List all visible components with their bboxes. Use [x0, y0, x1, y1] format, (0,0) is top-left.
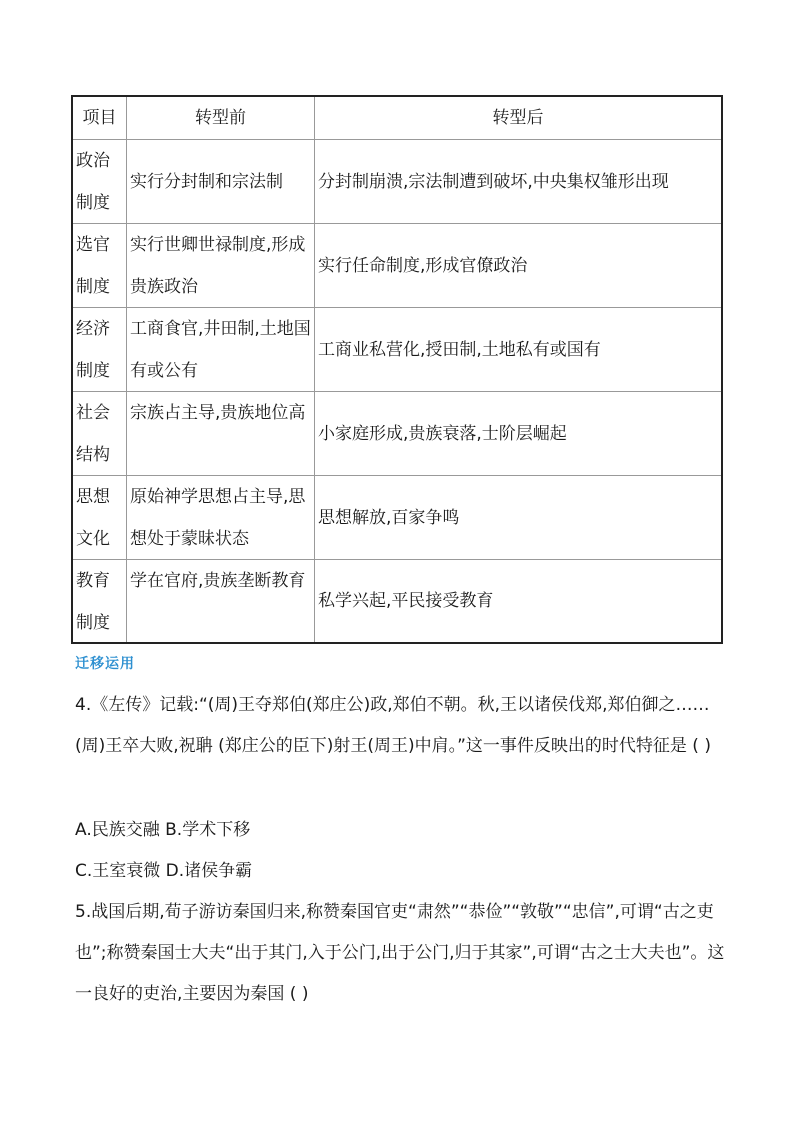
header-item: 项目: [73, 97, 127, 139]
table-row: [73, 139, 721, 223]
row-after: 实行任命制度,形成官僚政治: [318, 255, 528, 276]
row-before: 实行分封制和宗法制: [127, 140, 315, 223]
row-item: 政治制度: [73, 140, 127, 223]
row-before: 学在官府,贵族垄断教育: [127, 560, 315, 642]
section-tag: 迁移运用: [75, 656, 135, 672]
row-item: 教育制度: [73, 560, 127, 642]
table-row: [73, 391, 721, 475]
row-item: 选官制度: [73, 224, 127, 307]
question-5-stem: 5.战国后期,荀子游访秦国归来,称赞秦国官吏“肃然”“恭俭”“敦敬”“忠信”,可谓“古之吏也”;称赞秦国士大夫“出于其门,入于公门,出于公门,归于其家”,可谓“古之士大夫也”。这一良好的吏治,主要因为秦国 ( ): [75, 902, 725, 1004]
table-row: [73, 559, 721, 642]
row-after: 私学兴起,平民接受教育: [318, 591, 494, 611]
row-after: 小家庭形成,贵族衰落,士阶层崛起: [318, 423, 567, 444]
row-after: 思想解放,百家争鸣: [318, 507, 460, 528]
comparison-table: [71, 95, 723, 644]
row-item: 经济制度: [73, 308, 127, 391]
question-4-stem: 4.《左传》记载:“(周)王夺郑伯(郑庄公)政,郑伯不朝。秋,王以诸侯伐郑,郑伯御之…… (周)王卒大败,祝聃 (郑庄公的臣下)射王(周王)中肩。”这一事件反映出的时代特征是 ( ): [75, 695, 711, 756]
row-before: 实行世卿世禄制度,形成贵族政治: [127, 224, 315, 307]
table-row: [73, 223, 721, 307]
question-4-options-line1: A.民族交融 B.学术下移: [75, 820, 251, 840]
row-before: 工商食官,井田制,土地国有或公有: [127, 308, 315, 391]
question-4-options-line2: C.王室衰微 D.诸侯争霸: [75, 861, 253, 881]
row-after: 分封制崩溃,宗法制遭到破坏,中央集权雏形出现: [318, 171, 669, 192]
row-after: 工商业私营化,授田制,土地私有或国有: [318, 339, 601, 360]
row-item: 社会结构: [73, 392, 127, 475]
header-after: 转型后: [492, 108, 544, 128]
header-before: 转型前: [127, 97, 315, 139]
table-header-row: [73, 97, 721, 139]
row-item: 思想文化: [73, 476, 127, 559]
table-row: [73, 307, 721, 391]
row-before: 原始神学思想占主导,思想处于蒙昧状态: [127, 476, 315, 559]
row-before: 宗族占主导,贵族地位高: [127, 392, 315, 475]
table-row: [73, 475, 721, 559]
